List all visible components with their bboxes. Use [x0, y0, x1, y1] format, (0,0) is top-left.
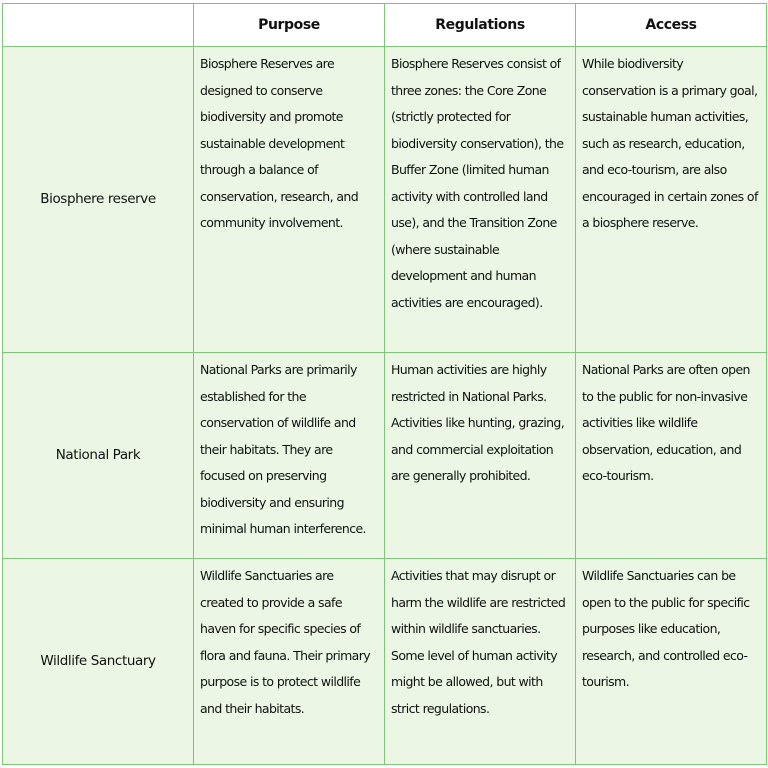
cell-text: Wildlife Sanctuaries can be open to the public for specific purposes like education, research, and controlled eco-tourism. [582, 568, 750, 690]
table-row [3, 353, 767, 559]
header-row [3, 4, 767, 47]
header-access: Access [576, 4, 767, 47]
row-label-national-park: National Park [3, 353, 194, 559]
cell-regulations [385, 47, 576, 353]
cell-text: Wildlife Sanctuaries are created to provide a safe haven for specific species of flora and fauna. Their primary purpose is to protect wildlife and their habitats. [200, 568, 371, 716]
cell-regulations [385, 353, 576, 559]
cell-access [576, 353, 767, 559]
row-label-biosphere-reserve: Biosphere reserve [3, 47, 194, 353]
header-regulations: Regulations [385, 4, 576, 47]
cell-text: Biosphere Reserves consist of three zones: the Core Zone (strictly protected for biodiversity conservation), the Buffer Zone (limited human activity with controlled land use), and the Transition Zone (where sustainable development and human activities are encouraged). [391, 56, 564, 310]
row-label-wildlife-sanctuary: Wildlife Sanctuary [3, 559, 194, 765]
cell-text: National Parks are primarily established for the conservation of wildlife and their habitats. They are focused on preserving biodiversity and ensuring minimal human interference. [200, 362, 366, 537]
cell-text: Human activities are highly restricted in National Parks. Activities like hunting, grazing, and commercial exploitation are generally prohibited. [391, 362, 565, 484]
table-row [3, 47, 767, 353]
cell-text: Activities that may disrupt or harm the wildlife are restricted within wildlife sanctuaries. Some level of human activity might be allowed, but with strict regulations. [391, 568, 566, 716]
header-corner-cell [3, 4, 194, 47]
cell-text: While biodiversity conservation is a primary goal, sustainable human activities, such as research, education, and eco-tourism, are also encouraged in certain zones of a biosphere reserve. [582, 56, 758, 230]
cell-access [576, 47, 767, 353]
cell-purpose [194, 559, 385, 765]
cell-purpose [194, 353, 385, 559]
cell-text: Biosphere Reserves are designed to conserve biodiversity and promote sustainable development through a balance of conservation, research, and community involvement. [200, 56, 359, 230]
cell-access [576, 559, 767, 765]
cell-regulations [385, 559, 576, 765]
table-row [3, 559, 767, 765]
header-purpose: Purpose [194, 4, 385, 47]
cell-text: National Parks are often open to the public for non-invasive activities like wildlife observation, education, and eco-tourism. [582, 362, 750, 484]
cell-purpose [194, 47, 385, 353]
comparison-table [2, 3, 767, 765]
